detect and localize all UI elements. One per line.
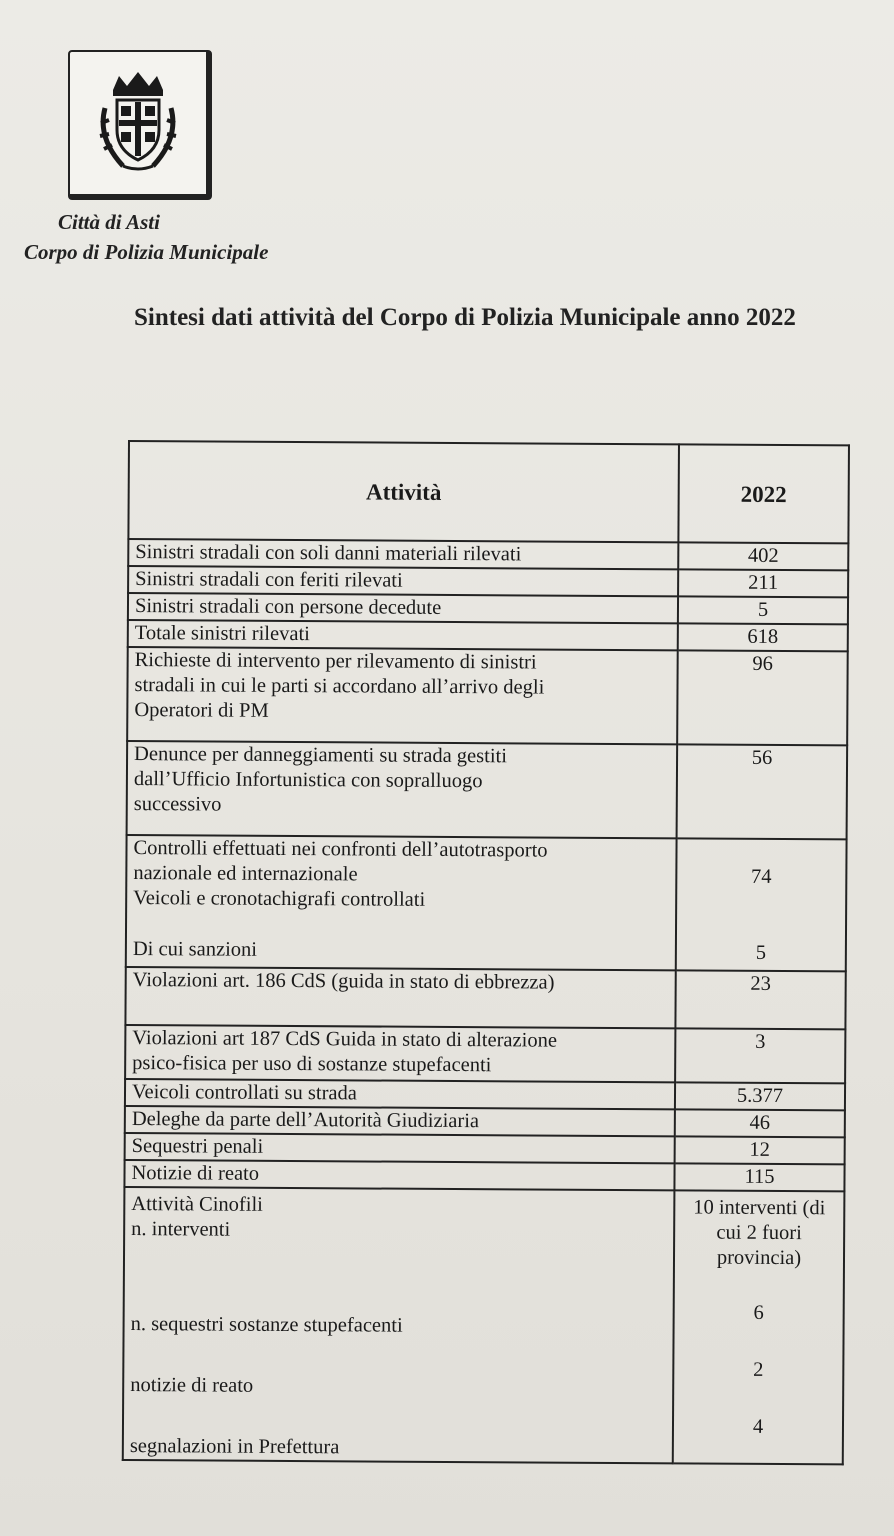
row-value: 5 <box>678 596 848 624</box>
row-label: Deleghe da parte dell’Autorità Giudiziaria <box>125 1106 675 1136</box>
row-label-line: stradali in cui le parti si accordano all’arrivo degli <box>134 674 545 699</box>
row-label-line: Operatori di PM <box>134 699 269 722</box>
column-header-activity: Attività <box>128 441 679 542</box>
row-value-line: provincia) <box>716 1246 802 1270</box>
row-label-line: n. interventi <box>131 1218 231 1241</box>
row-value: 12 <box>675 1136 845 1164</box>
row-value <box>676 838 847 971</box>
row-sublabel: notizie di reato <box>130 1374 254 1397</box>
row-label: Sinistri stradali con soli danni materiali rilevati <box>128 539 678 569</box>
row-value: 46 <box>675 1109 845 1137</box>
row-sublabel: n. sequestri sostanze stupefacenti <box>130 1313 403 1337</box>
row-label-line: successivo <box>133 793 222 816</box>
row-value: 402 <box>678 542 848 570</box>
row-value-main: 74 <box>751 865 772 888</box>
row-value: 56 <box>677 744 848 839</box>
row-label <box>125 1025 675 1082</box>
row-label <box>127 741 678 838</box>
row-label: Notizie di reato <box>124 1160 674 1190</box>
row-value: 96 <box>677 650 848 745</box>
row-value-sub: 6 <box>753 1301 764 1324</box>
row-label-line: Attività Cinofili <box>131 1193 263 1216</box>
row-value: 23 <box>675 970 845 1029</box>
row-label: Veicoli controllati su strada <box>125 1079 675 1109</box>
table-row <box>125 967 845 1029</box>
row-label-line: Richieste di intervento per rilevamento di sinistri <box>134 649 537 674</box>
row-sublabel: segnalazioni in Prefettura <box>129 1435 340 1459</box>
table-row <box>127 647 848 745</box>
row-value-sub: 2 <box>753 1358 764 1381</box>
table-row <box>126 835 847 971</box>
table-header-row <box>128 441 849 543</box>
row-label-line: Controlli effettuati nei confronti dell’autotrasporto <box>133 837 548 862</box>
row-value: 211 <box>678 569 848 597</box>
row-label-line: dall’Ufficio Infortunistica con sopralluogo <box>133 768 483 793</box>
row-label: Sinistri stradali con persone decedute <box>128 593 678 623</box>
police-corps-name: Corpo di Polizia Municipale <box>24 240 269 264</box>
row-label-line: psico-fisica per uso di sostanze stupefacenti <box>132 1052 492 1077</box>
row-label <box>127 647 678 744</box>
row-label-line: nazionale ed internazionale <box>133 862 358 886</box>
row-label-line: Veicoli e cronotachigrafi controllati <box>133 887 426 911</box>
row-value: 618 <box>678 623 848 651</box>
row-value-line: 10 interventi (di <box>693 1196 826 1220</box>
table-row <box>127 741 848 839</box>
row-label: Violazioni art. 186 CdS (guida in stato di ebbrezza) <box>125 967 675 1028</box>
page-title: Sintesi dati attività del Corpo di Polizia Municipale anno 2022 <box>134 304 796 331</box>
row-label: Sequestri penali <box>125 1133 675 1163</box>
table-row-cinofili <box>123 1187 845 1464</box>
row-label-line: Violazioni art 187 CdS Guida in stato di alterazione <box>132 1027 558 1052</box>
row-label <box>126 835 677 970</box>
row-value-line: cui 2 fuori <box>716 1221 802 1245</box>
city-name: Città di Asti <box>58 210 160 234</box>
row-label <box>123 1187 675 1463</box>
row-value-sub: 4 <box>752 1415 764 1438</box>
row-sublabel: Di cui sanzioni <box>132 938 258 961</box>
row-value <box>673 1190 845 1464</box>
row-value: 5.377 <box>675 1082 845 1110</box>
row-label-line: Denunce per danneggiamenti su strada gestiti <box>134 743 508 768</box>
activity-table <box>122 440 850 1465</box>
row-value-sub: 5 <box>755 941 767 964</box>
city-coat-of-arms-icon <box>68 50 212 200</box>
row-label: Sinistri stradali con feriti rilevati <box>128 566 678 596</box>
row-label: Totale sinistri rilevati <box>128 620 678 650</box>
column-header-year: 2022 <box>678 444 849 543</box>
row-value: 115 <box>674 1163 844 1191</box>
table-row <box>125 1025 845 1083</box>
row-value: 3 <box>675 1028 845 1083</box>
